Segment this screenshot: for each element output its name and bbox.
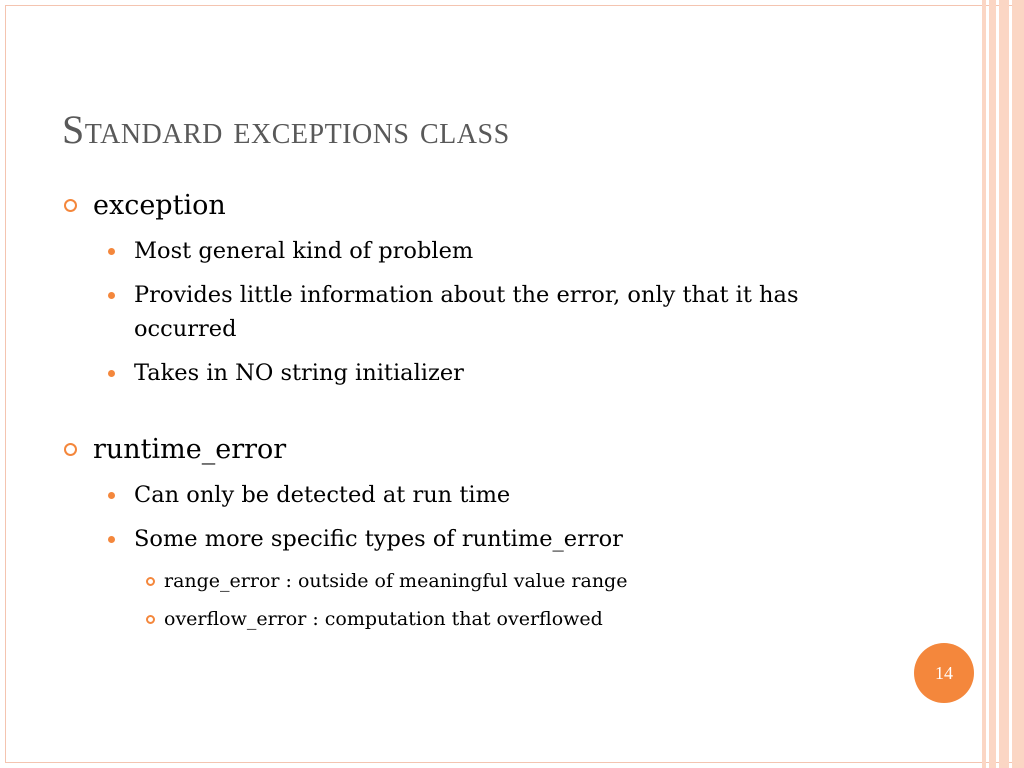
bullet-level1-exception (62, 186, 882, 226)
dot-bullet-icon (108, 370, 115, 377)
bullet-text: Provides little information about the error, only that it has occurred (134, 282, 799, 342)
bullet-text: runtime_error (93, 434, 287, 465)
slide-title: Standard exceptions class (62, 107, 510, 152)
bullet-level1-runtime-error (62, 430, 882, 470)
bullet-text: Most general kind of problem (134, 238, 474, 264)
ring-bullet-icon (64, 443, 77, 456)
small-ring-bullet-icon (146, 577, 155, 586)
small-ring-bullet-icon (146, 615, 155, 624)
dot-bullet-icon (108, 536, 115, 543)
bullet-text: range_error : outside of meaningful value range (164, 570, 628, 592)
dot-bullet-icon (108, 248, 115, 255)
bullet-level2 (62, 522, 882, 556)
bullet-text: Can only be detected at run time (134, 482, 511, 508)
bullet-text: overflow_error : computation that overflowed (164, 608, 603, 630)
bullet-level2 (62, 356, 882, 390)
dot-bullet-icon (108, 292, 115, 299)
bullet-text: Some more specific types of runtime_error (134, 526, 623, 552)
ring-bullet-icon (64, 199, 77, 212)
bullet-text: exception (93, 190, 226, 221)
bullet-text: Takes in NO string initializer (134, 360, 464, 386)
slide-body (62, 186, 882, 642)
page-number: 14 (935, 662, 953, 683)
bullet-level3 (62, 604, 882, 634)
decorative-stripe (989, 0, 996, 768)
page-number-badge (914, 643, 974, 703)
bullet-level2 (62, 278, 882, 346)
bullet-level3 (62, 566, 882, 596)
bullet-level2 (62, 478, 882, 512)
bullet-level2 (62, 234, 882, 268)
spacer (62, 400, 882, 430)
decorative-stripe (1012, 0, 1024, 768)
decorative-stripe (982, 0, 986, 768)
decorative-stripe (999, 0, 1009, 768)
dot-bullet-icon (108, 492, 115, 499)
